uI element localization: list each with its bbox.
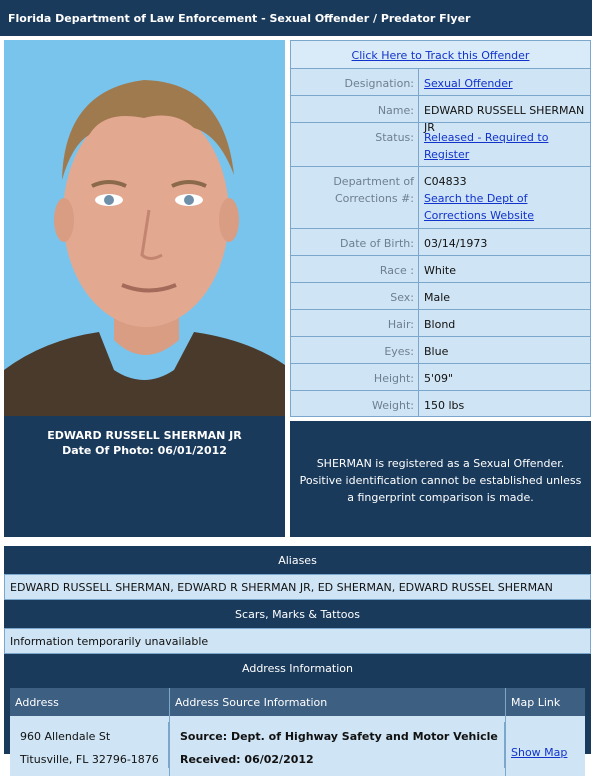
detail-row-sex: [291, 283, 590, 310]
received-text: Received: 06/02/2012: [175, 745, 505, 768]
offender-details-table: [290, 40, 591, 417]
detail-row-height: [291, 364, 590, 391]
address-row: [10, 716, 585, 776]
height-value: 5'09": [424, 372, 454, 385]
photo-panel: [4, 40, 285, 537]
show-map-link[interactable]: Show Map: [511, 746, 568, 759]
detail-row-doc: [291, 167, 590, 229]
status-label: Status:: [291, 123, 419, 166]
detail-row-designation: [291, 69, 590, 96]
sex-value: Male: [424, 291, 451, 304]
address-column-header: Address: [10, 688, 170, 716]
offender-photo: [4, 40, 285, 416]
name-label: Name:: [291, 96, 419, 122]
offender-extra-info: [4, 546, 591, 766]
dob-label: Date of Birth:: [291, 229, 419, 255]
doc-number: C04833: [424, 175, 467, 188]
doc-label: Department of Corrections #:: [291, 167, 419, 228]
dob-value: 03/14/1973: [424, 237, 488, 250]
designation-label: Designation:: [291, 69, 419, 95]
eyes-label: Eyes:: [291, 337, 419, 363]
weight-value: 150 lbs: [424, 399, 465, 412]
track-offender-row: [291, 41, 590, 69]
aliases-heading: Aliases: [278, 554, 317, 567]
map-cell: [506, 716, 585, 776]
address-cell: [10, 716, 170, 776]
detail-row-eyes: [291, 337, 590, 364]
address-line1: 960 Allendale St: [15, 722, 169, 745]
address-line2: Titusville, FL 32796-1876: [15, 745, 169, 768]
weight-label: Weight:: [291, 391, 419, 417]
source-column-header: Address Source Information: [170, 688, 506, 716]
height-label: Height:: [291, 364, 419, 390]
detail-row-race: [291, 256, 590, 283]
scars-text: Information temporarily unavailable: [4, 628, 591, 654]
address-table: [10, 688, 585, 776]
hair-label: Hair:: [291, 310, 419, 336]
aliases-text: EDWARD RUSSELL SHERMAN, EDWARD R SHERMAN JR, ED SHERMAN, EDWARD RUSSEL SHERMAN: [4, 574, 591, 600]
address-heading: Address Information: [242, 662, 353, 675]
race-label: Race :: [291, 256, 419, 282]
address-table-header: [10, 688, 585, 716]
page-title: Florida Department of Law Enforcement - Sexual Offender / Predator Flyer: [0, 0, 592, 36]
source-cell: [170, 716, 506, 776]
map-column-header: Map Link: [511, 696, 561, 709]
detail-row-status: [291, 123, 590, 167]
scars-heading: Scars, Marks & Tattoos: [235, 608, 360, 621]
hair-value: Blond: [424, 318, 456, 331]
detail-row-name: [291, 96, 590, 134]
eyes-value: Blue: [424, 345, 449, 358]
track-offender-link[interactable]: Click Here to Track this Offender: [351, 49, 530, 62]
sex-label: Sex:: [291, 283, 419, 309]
identification-notice: SHERMAN is registered as a Sexual Offender. Positive identification cannot be established unless a fingerprint comparison is made.: [290, 421, 591, 537]
status-link[interactable]: Released - Required to Register: [424, 131, 549, 161]
detail-row-dob: [291, 229, 590, 256]
photo-date: Date Of Photo: 06/01/2012: [62, 444, 227, 457]
photo-name: EDWARD RUSSELL SHERMAN JR: [47, 429, 242, 442]
photo-caption: [4, 428, 285, 458]
name-value: EDWARD RUSSELL SHERMAN JR: [424, 104, 585, 134]
detail-row-weight: [291, 391, 590, 417]
source-text: Source: Dept. of Highway Safety and Motor Vehicle: [175, 722, 505, 745]
race-value: White: [424, 264, 456, 277]
designation-link[interactable]: Sexual Offender: [424, 77, 513, 90]
detail-row-hair: [291, 310, 590, 337]
doc-search-link[interactable]: Search the Dept of Corrections Website: [424, 192, 534, 222]
